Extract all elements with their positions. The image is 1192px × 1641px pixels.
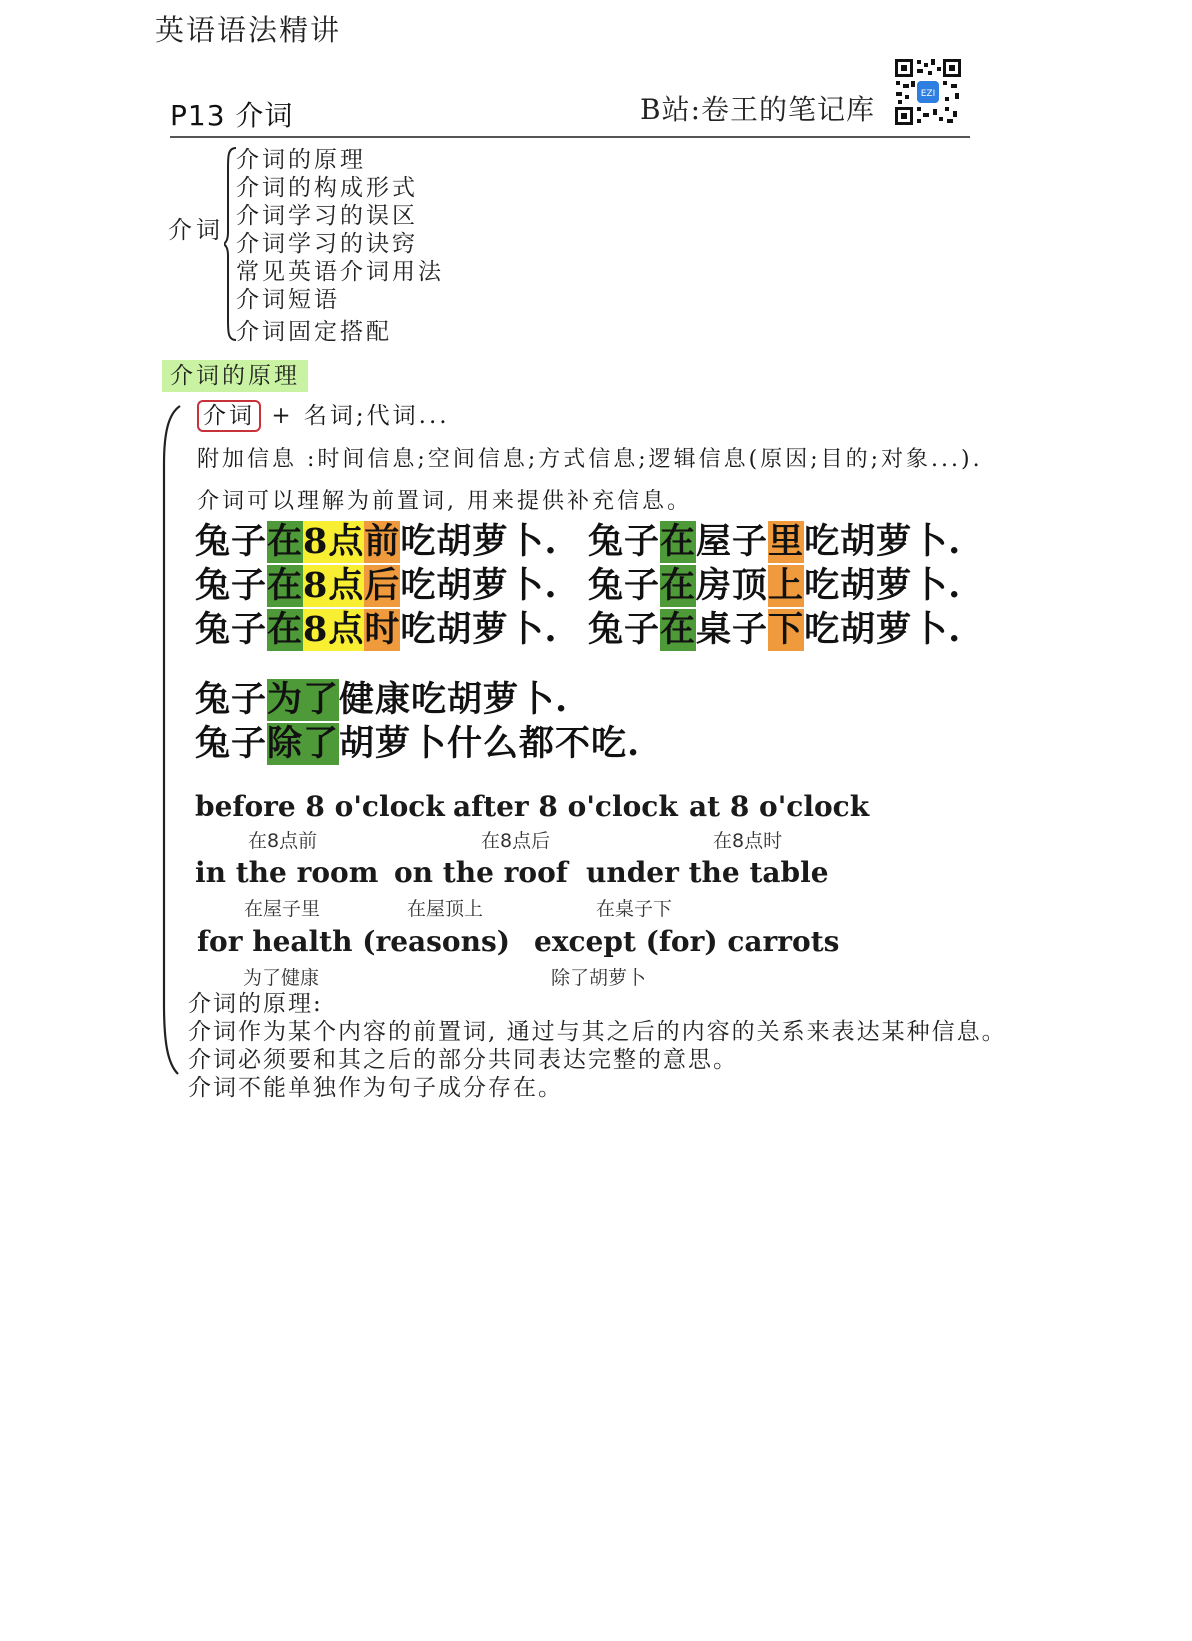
- example-rest: 健康吃胡萝卜.: [339, 679, 569, 720]
- example-position: 前: [364, 521, 401, 562]
- extra-info-line: 附加信息 :时间信息;空间信息;方式信息;逻辑信息(原因;目的;对象...).: [197, 447, 983, 472]
- formula-line: [197, 400, 450, 432]
- example-place-1: [588, 520, 961, 564]
- example-time-2: [195, 564, 558, 608]
- example-prep: 除了: [267, 723, 340, 764]
- example-logic-1: [195, 678, 568, 722]
- example-prep: 在: [267, 609, 304, 650]
- section-tag: 介词的原理: [162, 360, 308, 392]
- example-rest: 吃胡萝卜.: [400, 565, 558, 606]
- phrase-en: except (for) carrots: [534, 925, 840, 958]
- example-time-3: [195, 608, 558, 652]
- example-prep: 在: [660, 521, 697, 562]
- example-prep: 在: [267, 521, 304, 562]
- example-object: 8点: [303, 521, 365, 562]
- formula-rest: + 名词;代词...: [271, 403, 450, 429]
- qr-badge-label: EZI: [920, 89, 936, 99]
- example-subject: 兔子: [195, 609, 268, 650]
- example-prep: 为了: [267, 679, 340, 720]
- example-object: 房顶: [696, 565, 769, 606]
- phrase-cn: 在桌子下: [596, 898, 673, 920]
- phrase-en: before 8 o'clock: [195, 790, 445, 823]
- phrase-en: on the roof: [394, 856, 568, 889]
- preposition-box: 介词: [197, 400, 261, 432]
- example-subject: 兔子: [195, 723, 268, 764]
- phrase-en: after 8 o'clock: [453, 790, 678, 823]
- qr-code-icon: [893, 57, 963, 127]
- summary-block: [188, 990, 1007, 1102]
- example-position: 上: [768, 565, 805, 606]
- phrase-en: for health (reasons): [197, 925, 510, 958]
- example-subject: 兔子: [588, 609, 661, 650]
- example-place-3: [588, 608, 961, 652]
- example-position: 下: [768, 609, 805, 650]
- example-prep: 在: [267, 565, 304, 606]
- document-title: 英语语法精讲: [155, 13, 342, 47]
- example-subject: 兔子: [588, 565, 661, 606]
- example-logic-2: [195, 722, 640, 766]
- phrase-en: in the room: [195, 856, 379, 889]
- example-object: 8点: [303, 609, 365, 650]
- example-subject: 兔子: [195, 679, 268, 720]
- phrase-cn: 在8点时: [713, 830, 783, 852]
- example-rest: 吃胡萝卜.: [804, 521, 962, 562]
- example-subject: 兔子: [195, 521, 268, 562]
- section-brace: [156, 404, 182, 1076]
- example-subject: 兔子: [588, 521, 661, 562]
- phrase-cn: 在屋子里: [244, 898, 321, 920]
- example-prep: 在: [660, 609, 697, 650]
- explain-line: 介词可以理解为前置词, 用来提供补充信息。: [197, 489, 692, 514]
- tree-item: 介词的原理: [236, 147, 366, 173]
- example-rest: 吃胡萝卜.: [400, 521, 558, 562]
- phrase-cn: 在8点前: [248, 830, 318, 852]
- summary-line: 介词不能单独作为句子成分存在。: [188, 1075, 563, 1101]
- example-time-1: [195, 520, 558, 564]
- example-rest: 胡萝卜什么都不吃.: [339, 723, 641, 764]
- example-rest: 吃胡萝卜.: [804, 609, 962, 650]
- example-object: 屋子: [696, 521, 769, 562]
- tree-item: 介词短语: [236, 287, 340, 313]
- example-object: 桌子: [696, 609, 769, 650]
- bilibili-channel-label: B站:卷王的笔记库: [640, 93, 876, 126]
- example-prep: 在: [660, 565, 697, 606]
- phrase-en: at 8 o'clock: [689, 790, 870, 823]
- summary-line: 介词作为某个内容的前置词, 通过与其之后的内容的关系来表达某种信息。: [188, 1019, 1007, 1045]
- phrase-cn: 在屋顶上: [407, 898, 484, 920]
- tree-root-label: 介词: [168, 216, 224, 244]
- example-position: 里: [768, 521, 805, 562]
- phrase-cn: 为了健康: [243, 967, 320, 989]
- tree-item: 介词学习的诀窍: [236, 231, 418, 257]
- example-object: 8点: [303, 565, 365, 606]
- tree-item: 介词学习的误区: [236, 203, 418, 229]
- phrase-cn: 除了胡萝卜: [551, 967, 647, 989]
- example-position: 时: [364, 609, 401, 650]
- example-subject: 兔子: [195, 565, 268, 606]
- tree-item: 常见英语介词用法: [236, 259, 444, 285]
- example-rest: 吃胡萝卜.: [804, 565, 962, 606]
- header-divider: [170, 136, 970, 138]
- example-place-2: [588, 564, 961, 608]
- page-title: P13 介词: [170, 99, 294, 132]
- phrase-cn: 在8点后: [481, 830, 551, 852]
- summary-title: 介词的原理:: [188, 991, 323, 1017]
- tree-items: [236, 146, 444, 346]
- phrase-en: under the table: [586, 856, 829, 889]
- summary-line: 介词必须要和其之后的部分共同表达完整的意思。: [188, 1047, 738, 1073]
- tree-item: 介词的构成形式: [236, 175, 418, 201]
- example-position: 后: [364, 565, 401, 606]
- example-rest: 吃胡萝卜.: [400, 609, 558, 650]
- tree-item: 介词固定搭配: [236, 319, 392, 345]
